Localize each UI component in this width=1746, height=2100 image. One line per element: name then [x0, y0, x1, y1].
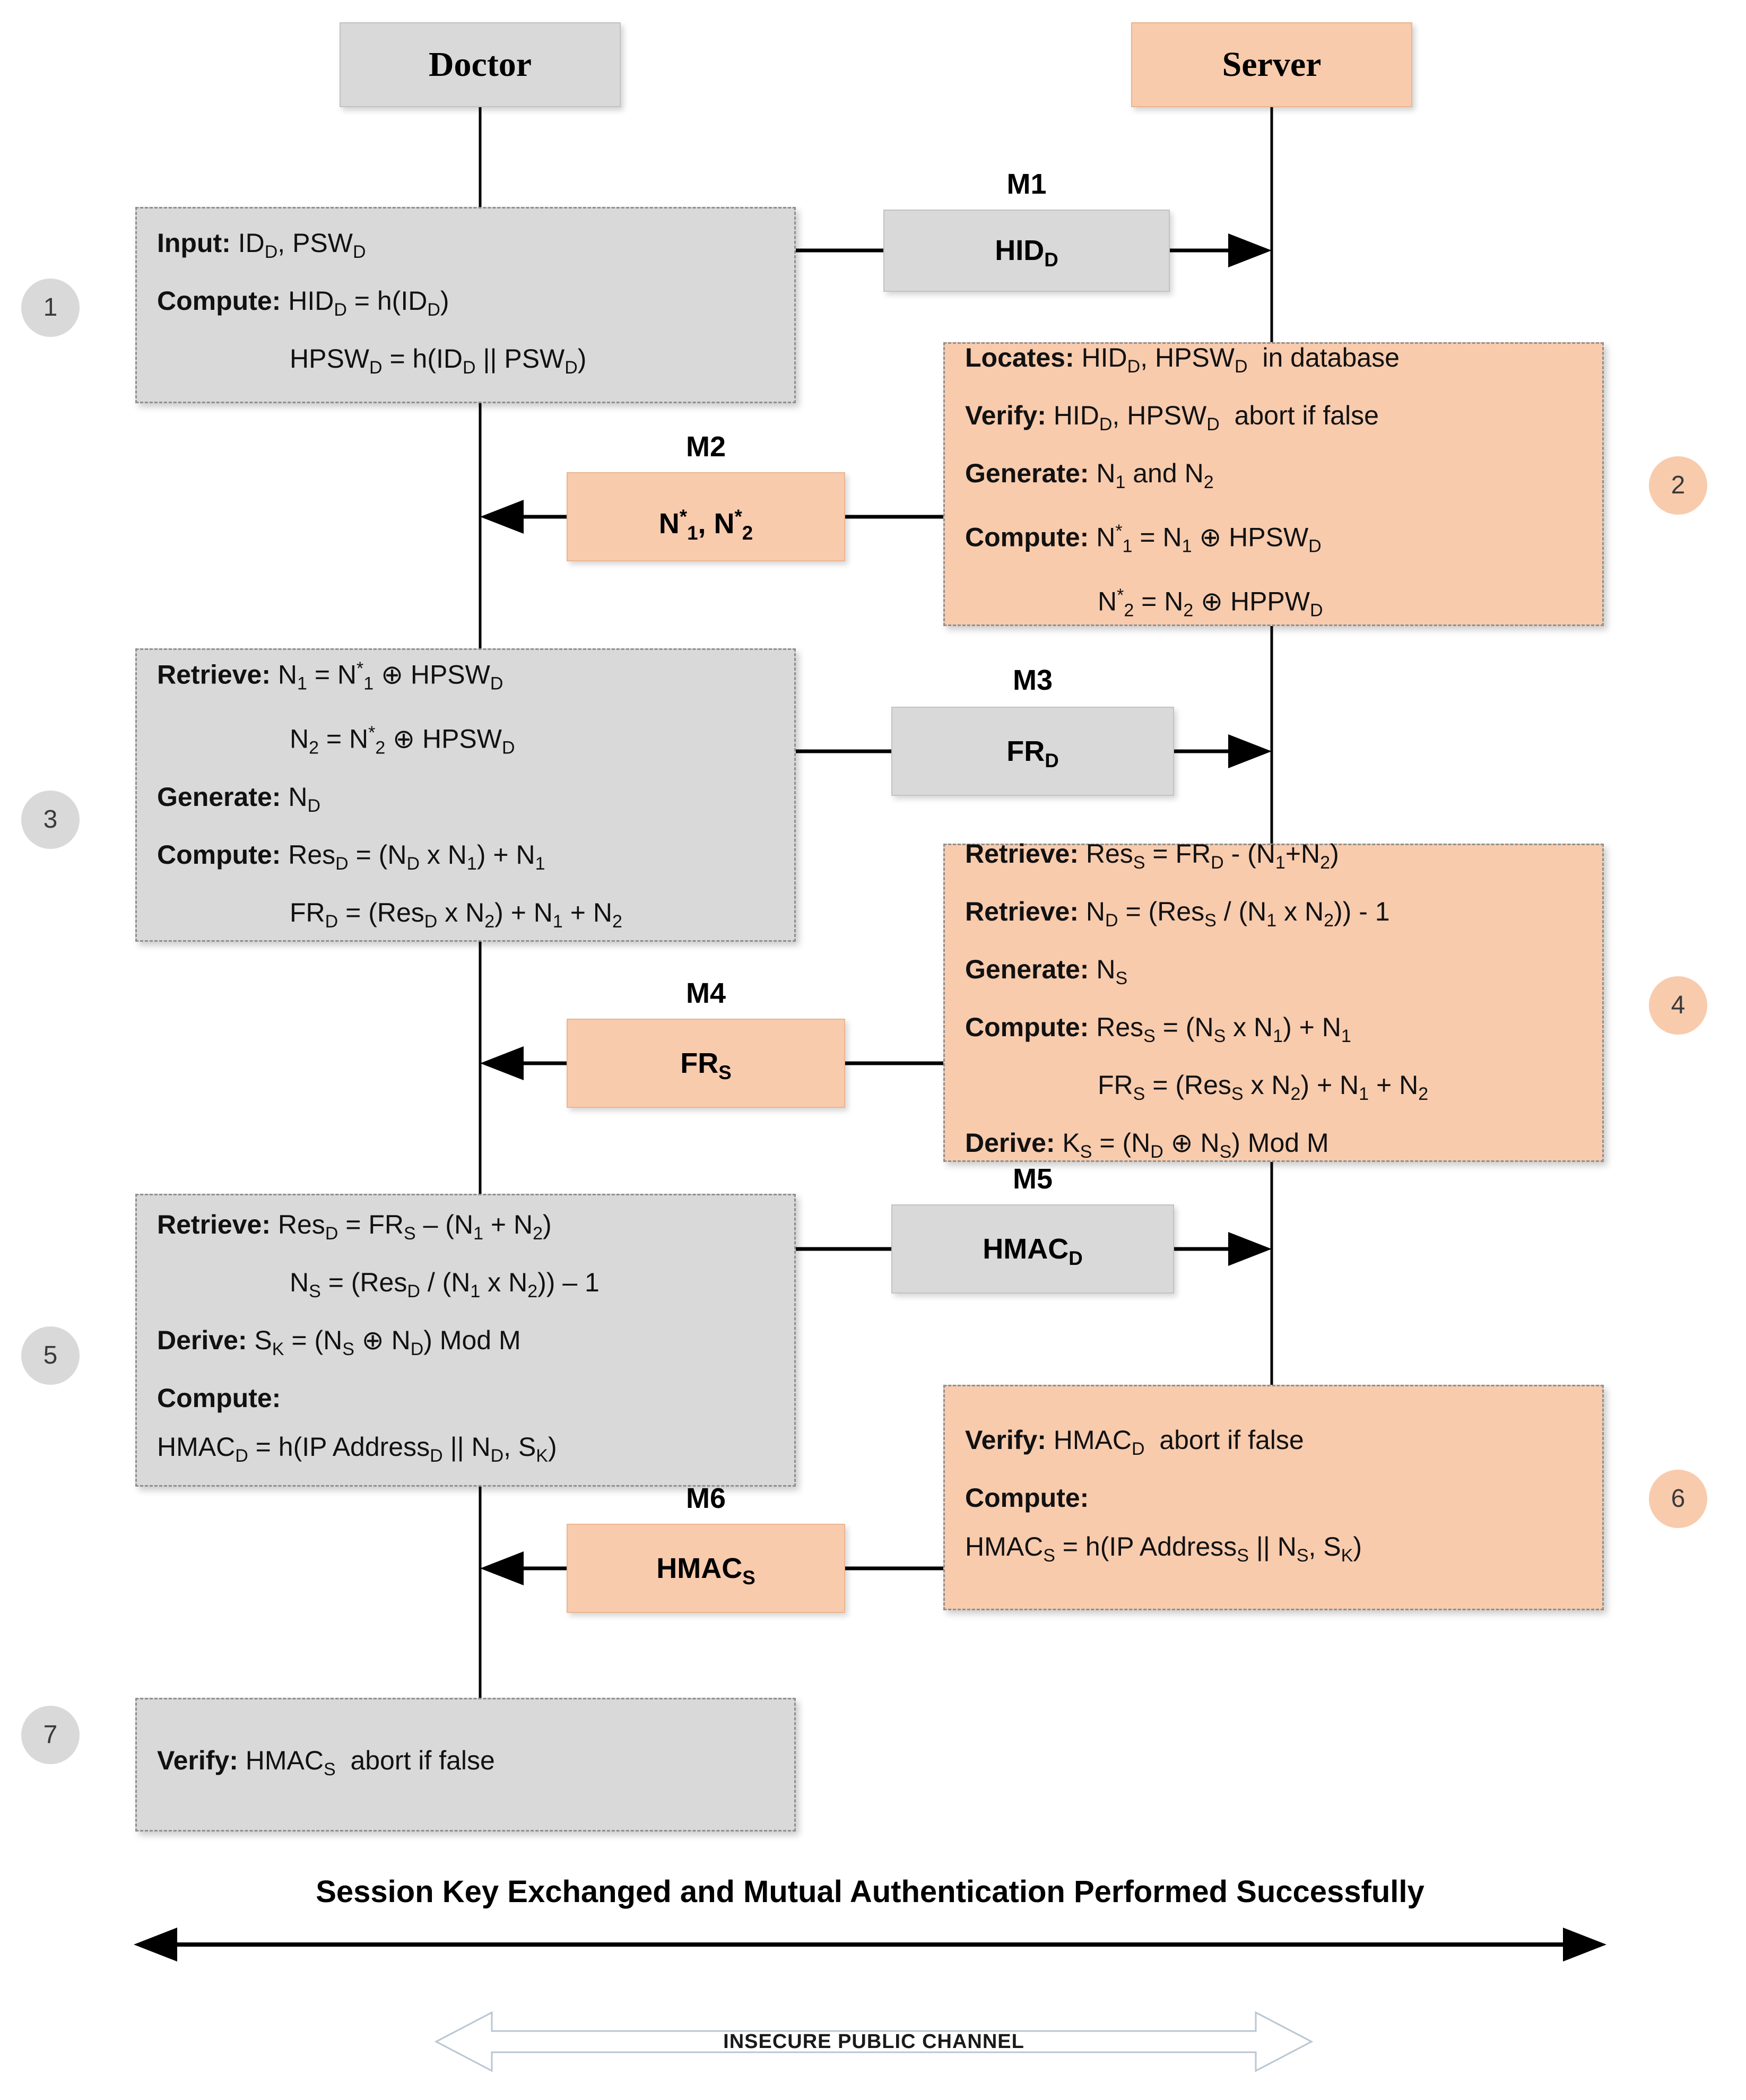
- message-label-m3: M3: [1012, 664, 1053, 696]
- step-line: $HMAC_S = h(IP$ Address$_S$ || $N_S$, $S_K$): [965, 1531, 1362, 1566]
- step-line: Generate: $N_S$: [965, 954, 1128, 988]
- step-line: $HMAC_D = h(IP$ Address$_D$ || $N_D$, $S_K$): [157, 1432, 557, 1466]
- step-line: $FR_D = (Res_D$ x $N_2) + N_1 + N_2$: [290, 897, 622, 932]
- message-box-m4: $FR_S$: [567, 1019, 845, 1108]
- session-summary-text: Session Key Exchanged and Mutual Authentication Performed Successfully: [316, 1875, 1424, 1909]
- step-number-7: 7: [21, 1706, 80, 1764]
- step-line: Retrieve: $N_1 = N^*_1$ ⊕ $HPSW_D$: [157, 658, 503, 694]
- step-line: Generate: $N_1$ and $N_2$: [965, 458, 1214, 493]
- message-label-m4: M4: [685, 977, 726, 1009]
- step-line: Verify: $HMAC_D$ abort if false: [965, 1425, 1304, 1459]
- step-line: Compute: $Res_S = (N_S$ x $N_1) + N_1$: [965, 1012, 1351, 1046]
- step-number-2: 2: [1649, 456, 1707, 515]
- step-line: Retrieve: $N_D = (Res_S / (N_1$ x $N_2)) - 1$: [965, 897, 1390, 931]
- message-box-m6: $HMAC_S$: [567, 1524, 845, 1613]
- message-box-m3: $FR_D$: [891, 707, 1174, 796]
- step-line: Compute: $HID_D = h(ID_D)$: [157, 285, 449, 320]
- step-line: Verify: $HMAC_S$ abort if false: [157, 1745, 495, 1780]
- step-line: Compute:: [157, 1383, 281, 1413]
- step-number-5: 5: [21, 1326, 80, 1385]
- message-box-m5: $HMAC_D$: [891, 1204, 1174, 1294]
- step-number-1: 1: [21, 279, 80, 337]
- step-box-1: [135, 207, 796, 403]
- step-line: Compute: $N^*_1 = N_1$ ⊕ $HPSW_D$: [965, 521, 1322, 557]
- step-box-5: [135, 1194, 796, 1487]
- step-box-4: [943, 839, 1604, 1162]
- step-box-2: [943, 342, 1604, 626]
- actor-server: Server: [1131, 22, 1412, 107]
- message-label-m1: M1: [1006, 168, 1047, 200]
- message-label-m5: M5: [1012, 1163, 1053, 1195]
- step-line: $N_2 = N^*_2$ ⊕ $HPSW_D$: [290, 723, 515, 758]
- actor-doctor: Doctor: [340, 22, 621, 107]
- step-line: Compute:: [965, 1482, 1089, 1513]
- step-line: Input: $ID_D$, $PSW_D$: [157, 228, 366, 262]
- step-number-4: 4: [1649, 976, 1707, 1035]
- step-line: Verify: $HID_D$, $HPSW_D$ abort if false: [965, 401, 1379, 435]
- step-line: $FR_S = (Res_S$ x $N_2) + N_1 + N_2$: [1098, 1070, 1429, 1104]
- step-line: Generate: $N_D$: [157, 782, 320, 816]
- step-box-3: [135, 648, 796, 942]
- step-number-3: 3: [21, 791, 80, 849]
- step-box-7: [135, 1698, 796, 1832]
- step-number-6: 6: [1649, 1470, 1707, 1528]
- insecure-channel-label: INSECURE PUBLIC CHANNEL: [723, 2030, 1024, 2053]
- step-line: Derive: $K_S = (N_D$ ⊕ $N_S$) Mod M: [965, 1128, 1329, 1162]
- step-line: Compute: $Res_D = (N_D$ x $N_1) + N_1$: [157, 839, 545, 874]
- step-line: $HPSW_D = h(ID_D$ || $PSW_D$): [290, 343, 587, 378]
- message-box-m2: $N^*_1$, $N^*_2$: [567, 472, 845, 561]
- step-line: Derive: $S_K = (N_S$ ⊕ $N_D$) Mod M: [157, 1325, 521, 1359]
- message-box-m1: $HID_D$: [883, 210, 1170, 292]
- step-line: Retrieve: $Res_S = FR_D - (N_1+N_2)$: [965, 839, 1339, 873]
- step-line: $N_S = (Res_D / (N_1$ x $N_2)) - 1$: [290, 1268, 600, 1301]
- session-double-arrow: [134, 1928, 1606, 1962]
- message-label-m6: M6: [685, 1482, 726, 1514]
- message-label-m2: M2: [685, 431, 726, 463]
- step-line: Retrieve: $Res_D = FR_S - (N_1 + N_2)$: [157, 1210, 552, 1244]
- step-box-6: [943, 1385, 1604, 1610]
- step-line: Locates: $HID_D$, $HPSW_D$ in database: [965, 343, 1400, 377]
- step-line: $N^*_2 = N_2$ ⊕ $HPPW_D$: [1098, 585, 1323, 621]
